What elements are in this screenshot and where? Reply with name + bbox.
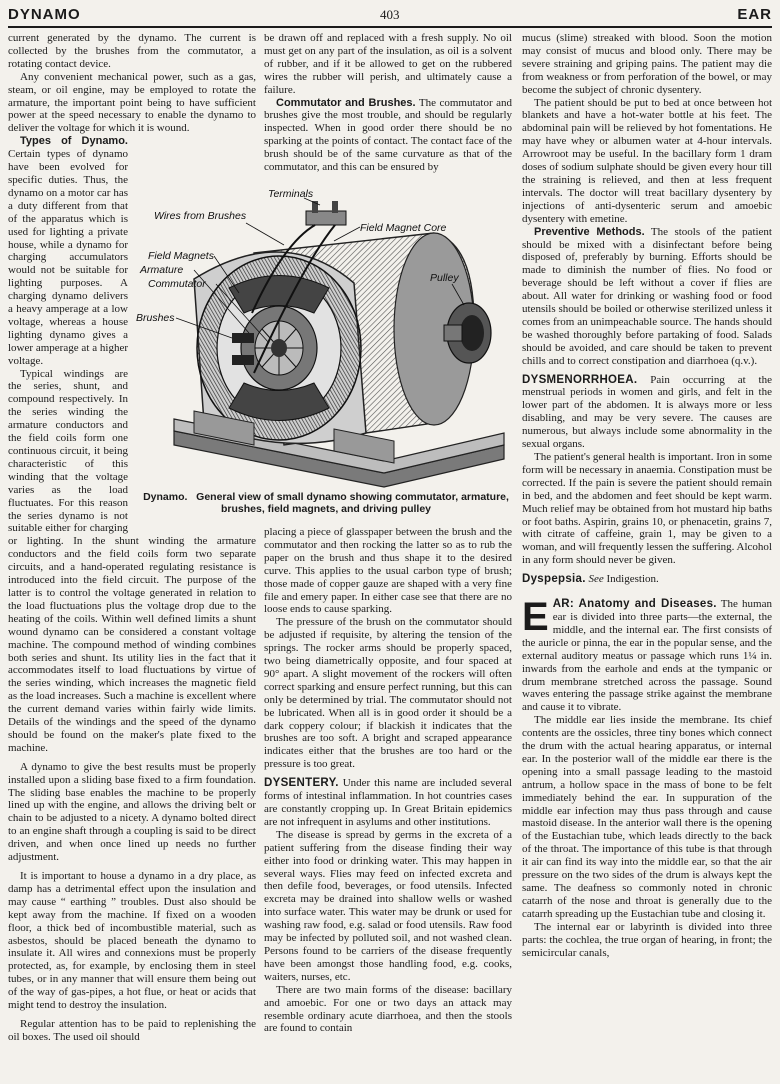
label-brushes: Brushes (136, 312, 175, 324)
entry-heading-dysentery: DYSENTERY. (264, 777, 339, 790)
paragraph-text: Pain occurring at the menstrual periods in women and girls, and felt in the lower part of the abdomen. It is always more or less disabling, and may be very severe. The causes are numerous, but always include some abnormality in the sexual organs. (522, 373, 772, 451)
subheading-types: Types of Dynamo. (20, 135, 128, 148)
cross-reference-link[interactable]: Indigestion. (606, 573, 659, 586)
paragraph: It is important to house a dynamo in a dry place, as damp has a detrimental effect upon the insulation and may cause “ earthing ” troubles. Dust also should be kept away from the machine. If fixed on a wooden floor, a thick bed of incombustible material, such as asbestos, should be placed beneath the dynamo to insulate it. All wires and connexions must be properly protected, as, for example, by enclosing them in steel tubes, or in any manner that will ensure them being out of the way of gas-pipes, a hot flue, or heat or acids that might tend to destroy the insulation. (8, 870, 256, 1012)
dynamo-figure (134, 183, 518, 515)
caption-lead: Dynamo. (143, 491, 188, 503)
paragraph: The disease is spread by germs in the excreta of a patient suffering from the disease finding their way either into food or drinking water. This may happen in several ways. Flies may feed on infected excreta and then defile food, beverages, or food utensils. Infected excreta may be drained into shallow wells or washed into surface water. This water may be drunk or used for washing raw food, e.g. salad or food utensils. Raw food may be infected by polluted soil, and not washed clean. Persons found to be carriers of the disease frequently have been amongst those handling food, e.g. cooks, waiters, nurses, etc. (264, 828, 512, 983)
paragraph: The internal ear or labyrinth is divided into three parts: the cochlea, the true organ of hearing, in front; the semicircular canals, (522, 920, 772, 959)
column-3 (522, 32, 772, 1082)
paragraph: mucus (slime) streaked with blood. Soon the motion may consist of mucus and blood only. There may be severe straining and griping pains. The patient may die from weakness or from perforation of the bowel, or may become the subject of chronic dysentery. (522, 32, 772, 96)
label-wires: Wires from Brushes (154, 210, 247, 222)
paragraph: current generated by the dynamo. The current is collected by the brushes from the commutator, a rotating contact device. (8, 32, 256, 70)
page-number: 403 (380, 7, 400, 22)
paragraph: The patient should be put to bed at once between hot blankets and have a hot-water bottle at his feet. The abdominal pain will be relieved by hot fomentations. He may have whey or albumen water at 4-hour intervals. Arrowroot may be useful. In the bacillary form 1 dram doses of sodium sulphate should be given every hour till the straining is relieved, and then at less frequent intervals. The doctor will treat bacillary dysentery by injections of anti-dysenteric serum and amoebic dysentery with emetine. (522, 96, 772, 225)
page-header (8, 4, 772, 28)
entry-heading-dysmenorrhoea: DYSMENORRHOEA. (522, 373, 638, 386)
subheading-commutator: Commutator and Brushes. (276, 96, 416, 109)
paragraph-text: Certain types of dynamo have been evolved for specific duties. Thus, the dynamo on a motor car has a duty different from that of the apparatus which is used for lighting a private house, while a dynamo for charging accumulators would not be suitable for lighting purposes. A charging dynamo delivers a heavy amperage at a low voltage, whereas a house lighting dynamo gives a lower amperage at a higher voltage. (8, 148, 128, 367)
label-commutator: Commutator (148, 278, 206, 290)
paragraph (522, 226, 772, 368)
paragraph (522, 573, 772, 586)
entry-heading-dyspepsia: Dyspepsia. (522, 573, 586, 586)
paragraph (522, 595, 772, 714)
drop-cap: E (522, 595, 549, 640)
paragraph (264, 777, 512, 829)
paragraph-text: The human ear is divided into three parts—the external, the middle, and the internal ear. The first consists of the auricle or pinna, the ear in the popular sense, and the external auditory meatus or passage which runs 1¼ in. inwards from the earhole and ends at the tympanic or drum membrane stretched across the passage. Sound waves entering the passage strike against the membrane and cause it to vibrate. (522, 598, 772, 714)
label-field-magnets: Field Magnets (148, 250, 214, 262)
dynamo-illustration (134, 183, 518, 489)
paragraph: The patient's general health is important. Iron in some form will be necessary in anaemia. Constipation must be corrected. If the pain is severe the patient should remain in bed, and the abdomen and feet should be kept warm. Much relief may be obtained from hot mustard hip baths or foot baths. Aspirin, grains 10, or phenacetin, grains 7, with citrate of caffeine, grain 1, may be given to a woman, and will frequently lessen the suffering. Alcohol in any form should never be given. (522, 451, 772, 567)
paragraph: placing a piece of glasspaper between the brush and the commutator and then rocking the latter so as to rub the paper on the brush and thus shape it to the desired curve. This applies to the usual carbon type of brush; those made of copper gauze are shaped with a very fine file and emery paper. In either case see that there are no loose ends to cause sparking. (264, 525, 512, 616)
figure-caption (140, 491, 512, 515)
paragraph: Regular attention has to be paid to replenishing the oil boxes. The used oil should (8, 1017, 256, 1043)
caption-text: General view of small dynamo showing commutator, armature, brushes, field magnets, and driving pulley (196, 491, 509, 515)
see-label: See (588, 573, 604, 586)
label-field-magnet-core: Field Magnet Core (360, 222, 447, 234)
running-head-left: DYNAMO (8, 6, 81, 23)
paragraph (522, 374, 772, 451)
paragraph-text: Under this name are included several forms of intestinal inflammation. In hot countries cases are constantly cropping up. In Great Britain epidemics are not infrequent in asylums and other institutions. (264, 777, 512, 828)
paragraph-text: The stools of the patient should be mixed with a disinfectant before being disposed of, preferably by burning. Efforts should be made to diminish the number of flies. No food or beverage should be left without a cover if flies are about. All water for drinking or washing food or food utensils should be boiled or otherwise sterilized unless it comes from an unimpeachable source. The hands should be washed thoroughly before partaking of food. Salads should be avoided, and care should be taken to prevent chills and to correct constipation and diarrhoea (q.v.). (522, 225, 772, 367)
subheading-preventive: Preventive Methods. (534, 225, 645, 238)
paragraph: The pressure of the brush on the commutator should be adjusted if requisite, by altering the tension of the springs. The rocker arms should be properly spaced, two being diametrically opposite, and four spaced at 90° apart. A slight movement of the rockers will often correct sparking and ensure perfect running, but this can only be determined by trial. The commutator should not be lubricated. When all is in good order it should be a dark coppery colour; if blackish it indicates that the brushes are too soft. A bright and scraped appearance indicates either that the brushes are too hard or the pressure is too great. (264, 616, 512, 771)
paragraph: A dynamo to give the best results must be properly installed upon a sliding base fixed to a firm foundation. The sliding base enables the machine to be properly lined up with the engine, and allows the driving belt or chain to be adjusted to a nicety. A dynamo bolted direct to an engine shaft through a coupling is said to be direct driven, and when once lined up needs no further adjustment. (8, 760, 256, 864)
paragraph (264, 97, 512, 174)
paragraph: The middle ear lies inside the membrane. Its chief contents are the ossicles, three tiny bones which connect the drum with the actual hearing apparatus, or internal ear. In the posterior wall of the middle ear there is the opening into a small passage leading to the mastoid antrum, a hollow space in the mass of bone to be felt immediately behind the ear. In suppuration of the middle ear infection may thus pass through and cause mastoid disease. In the anterior wall there is the opening of the Eustachian tube, which leads directly to the back of the throat. The importance of this tube is that through it air can find its way into the middle ear, so that the air pressure on the two sides of the drum is always kept the same. The deafness so commonly noted in chronic catarrh of the nose and throat is generally due to the catarrh spreading up the Eustachian tube and closing it. (522, 714, 772, 920)
paragraph: Typical windings are the series, shunt, and compound respectively. In the series winding the armature conductors and the field coils form one continuous circuit, it being characteristic of this winding that the voltage varies as the load fluctuates. For this reason the series dynamo is not suitable either for charging or lighting. In the shunt winding the armature conductors and the field coils form two separate circuits, and a hand-operated regulating resistance is introduced into the field circuit. The purpose of the latter is to control the voltage generated in relation to the load fluctuations plus the voltage drop due to the heating of the coils. Within well defined limits a shunt wound dynamo can be considered a constant voltage machine. The compound method of winding combines both series and shunt. Its utility lies in the fact that it accommodates itself to load fluctuations by virtue of the series winding, which increases the magnetic field as the load increases. Such a machine is excellent where the current demand varies within fairly wide limits. Details of the windings and the speed of the dynamo should be found on the maker's plate fixed to the machine. (8, 367, 256, 754)
entry-heading-ear: AR: Anatomy and Diseases. (552, 598, 717, 611)
paragraph: There are two main forms of the disease: bacillary and amoebic. For one or two days an attack may resemble ordinary acute diarrhoea, and then the stools are found to contain (264, 983, 512, 1035)
label-armature: Armature (140, 264, 184, 276)
label-terminals: Terminals (268, 188, 314, 200)
paragraph-text: The commutator and brushes give the most trouble, and should be regularly inspected. When in good order there should be no sparking at the points of contact. The contact face of the brush should be of the same curvature as that of the commutator, and this can be ensured by (264, 96, 512, 174)
paragraph: Any convenient mechanical power, such as a gas, steam, or oil engine, may be employed to rotate the armature, the important point being to have sufficient power at the speed necessary to enable the dynamo to deliver the voltage for which it is wound. (8, 70, 256, 135)
label-pulley: Pulley (430, 272, 459, 284)
paragraph: be drawn off and replaced with a fresh supply. No oil must get on any part of the insulation, as oil is a solvent of rubber, and if it be allowed to get on the rubbered wires the rubber will perish, and ultimately cause a failure. (264, 32, 512, 96)
running-head-right: EAR (737, 6, 772, 23)
